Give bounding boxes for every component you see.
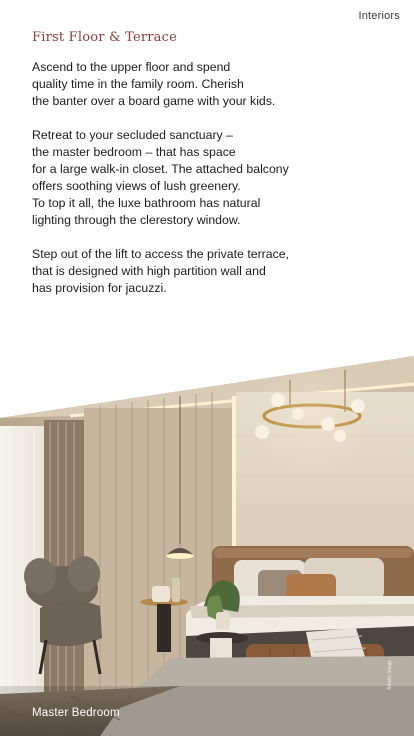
paragraph-terrace: Step out of the lift to access the private terrace, that is designed with high partition wall and has provision for jacuzzi. (32, 247, 290, 295)
description-text (32, 59, 392, 314)
paragraph-family-room: Ascend to the upper floor and spend quality time in the family room. Cherish the banter over a board game with your kids. (32, 60, 276, 108)
image-credit: Artistic Image (387, 659, 393, 690)
bedroom-illustration (0, 356, 414, 736)
paragraph-master-bedroom: Retreat to your secluded sanctuary – the master bedroom – that has space for a large walk-in closet. The attached balcony offers soothing views of lush greenery. To top it all, the luxe bathroom has natural lighting through the clerestory window. (32, 128, 289, 227)
bedroom-photo (0, 356, 414, 736)
section-label: Interiors (358, 10, 400, 22)
image-caption: Master Bedroom (32, 707, 120, 719)
page-title: First Floor & Terrace (32, 30, 178, 45)
